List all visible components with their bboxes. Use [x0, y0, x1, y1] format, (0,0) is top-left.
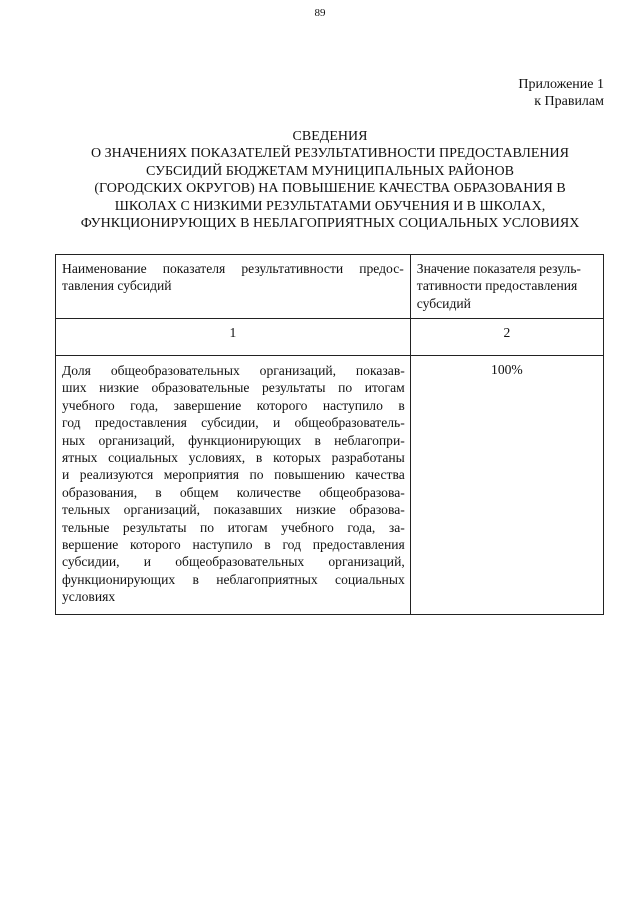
- header-text-line: Наименование показателя результативности предос-: [62, 261, 404, 276]
- table-row: [56, 356, 604, 615]
- appendix-rules-reference: к Правилам: [534, 94, 604, 109]
- column-number-2: 2: [410, 319, 603, 356]
- description-line: тельных организаций, показавших низкие образова-: [62, 502, 405, 518]
- description-line: тельные результаты по итогам учебного года, за-: [62, 519, 405, 535]
- document-title: [50, 128, 610, 232]
- description-line: ятных социальных условиях, в которых разработаны: [62, 450, 405, 466]
- title-line: (ГОРОДСКИХ ОКРУГОВ) НА ПОВЫШЕНИЕ КАЧЕСТВА ОБРАЗОВАНИЯ В: [94, 181, 566, 197]
- description-line: и реализуются мероприятия по повышению качества: [62, 467, 405, 483]
- header-text-line: Значение показателя резуль-: [416, 261, 581, 276]
- appendix-reference: [518, 76, 604, 110]
- title-line: ШКОЛАХ С НИЗКИМИ РЕЗУЛЬТАТАМИ ОБУЧЕНИЯ И В ШКОЛАХ,: [114, 198, 546, 214]
- column-number-1: 1: [56, 319, 411, 356]
- description-line: образования, в общем количестве общеобразова-: [62, 484, 405, 500]
- indicators-table: [55, 254, 604, 615]
- page-number: 89: [314, 7, 326, 19]
- header-text-line: тавления субсидий: [62, 278, 172, 294]
- header-indicator-name: [56, 255, 411, 319]
- description-line: вершение которого наступило в год предоставления: [62, 537, 405, 553]
- header-text-line: субсидий: [416, 295, 471, 311]
- appendix-number: Приложение 1: [518, 77, 604, 92]
- description-line: субсидии, и общеобразовательных организаций,: [62, 554, 405, 570]
- title-line: СВЕДЕНИЯ: [292, 129, 368, 144]
- description-line: условиях: [62, 589, 116, 605]
- description-line: функционирующих в неблагоприятных социальных: [62, 571, 405, 587]
- header-indicator-value: [410, 255, 603, 319]
- indicator-description: [56, 356, 411, 615]
- column-number-row: [56, 319, 604, 356]
- title-line: СУБСИДИЙ БЮДЖЕТАМ МУНИЦИПАЛЬНЫХ РАЙОНОВ: [145, 163, 515, 179]
- description-line: ших низкие образовательные результаты по итогам: [62, 380, 405, 396]
- indicator-value: 100%: [410, 356, 603, 615]
- description-line: учебного года, завершение которого наступило в: [62, 397, 405, 413]
- description-line: ных организаций, функционирующих в неблагопри-: [62, 432, 405, 448]
- table-header-row: [56, 255, 604, 319]
- title-line: ФУНКЦИОНИРУЮЩИХ В НЕБЛАГОПРИЯТНЫХ СОЦИАЛЬНЫХ УСЛОВИЯХ: [80, 216, 580, 232]
- title-line: О ЗНАЧЕНИЯХ ПОКАЗАТЕЛЕЙ РЕЗУЛЬТАТИВНОСТИ ПРЕДОСТАВЛЕНИЯ: [91, 146, 569, 162]
- description-line: год предоставления субсидии, и общеобразователь-: [62, 415, 405, 431]
- header-text-line: тативности предоставления: [416, 278, 578, 294]
- description-line: Доля общеобразовательных организаций, показав-: [62, 363, 405, 378]
